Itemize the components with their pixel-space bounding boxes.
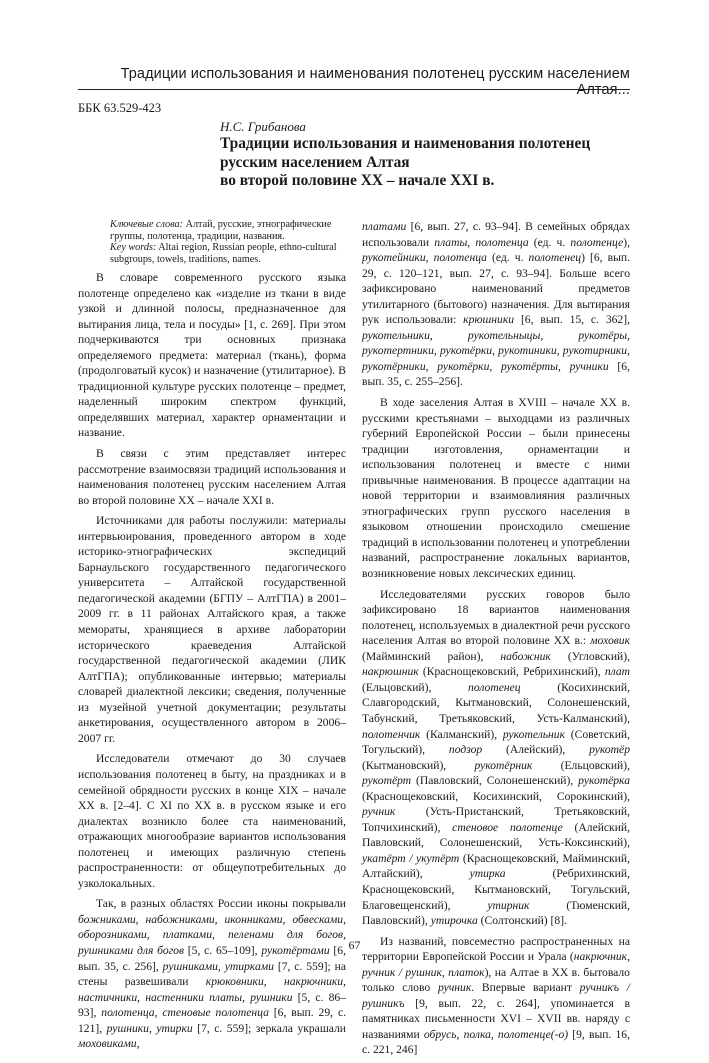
text: (Усть-Пристанский, Третьяковский, Топчихинский),: [362, 805, 630, 834]
text: (Алейский, Павловский, Солонешенский, Усть-Коксинский),: [362, 820, 630, 850]
term: божниками, набожниками, иконниками, обвесками, оборозниками, платками, пеленами для богов, рушниками для богов: [78, 912, 346, 957]
keywords-ru-label: Ключевые слова:: [110, 219, 184, 230]
term: ручник: [362, 805, 396, 819]
keywords-block: [110, 219, 348, 265]
title-line-1: Традиции использования и наименования полотенец: [220, 135, 591, 152]
text: (Краснощековский, Майминский, Алтайский),: [362, 851, 630, 881]
text: (Тюменский, Павловский),: [362, 898, 631, 928]
text: (Краснощековский, Косихинский, Сорокинский),: [362, 789, 630, 803]
text: (ед. ч.: [486, 251, 529, 265]
udc-code: ББК 63.529-423: [78, 101, 162, 115]
term: утирка: [469, 867, 506, 881]
text: (Советский, Тогульский),: [362, 727, 630, 757]
term: платами: [362, 220, 407, 233]
text: (Алейский),: [482, 743, 590, 757]
right-column: [362, 219, 630, 1063]
keywords-en-label: Key words:: [110, 242, 157, 253]
paragraph: В словаре современного русского языка полотенце определено как «изделие из ткани в виде узкой и длинной полосы, предназначенное для вытирания лица, тела и посуды» [1, с. 269]. При этом подчеркиваются три основных признака определяемого предмета: материал (ткань), форма (продолговатый кусок) и назначение (утилитарное). В традиционной культуре русских полотенце – предмет, наделенный широким спектром функций, определявших материал, характер орнаментации и название.: [78, 271, 346, 440]
term: рукотёртами: [261, 943, 330, 957]
text: (Ельцовский),: [362, 680, 469, 694]
text: [9, вып. 22, с. 264], упоминается в памятниках письменности XVI – XVII вв. наряду с названиями: [362, 996, 630, 1041]
keywords-en-text: Altai region, Russian people, ethno-cultural subgroups, towels, traditions, names.: [110, 242, 337, 265]
text: (Калманский),: [420, 727, 503, 741]
text: [6, вып. 15, с. 362],: [514, 313, 630, 327]
text: (Майминский район),: [362, 649, 501, 663]
term: полотенец: [528, 251, 582, 265]
term: рукотёрт: [362, 774, 412, 788]
text: ),: [623, 235, 630, 249]
paragraph: [362, 587, 630, 929]
text: Из названий, повсеместно распространенных на территории Европейской России и Урала (: [362, 934, 630, 964]
text: Исследователями русских говоров было зафиксировано 18 вариантов наименования полотенец, используемых в диалектной речи русского населения Алтая во второй половине ХХ в.:: [362, 587, 630, 648]
paragraph: [362, 219, 630, 390]
text: [6, вып. 35, с. 255–256].: [362, 359, 630, 389]
text: . Впервые вариант: [471, 981, 580, 995]
term: утирник: [487, 898, 530, 912]
title-line-2: русским населением Алтая: [220, 153, 410, 171]
paragraph: [78, 896, 346, 1051]
text: (Кытмановский),: [362, 758, 475, 772]
term: полотенца, стеновые полотенца: [101, 1006, 269, 1020]
term: моховик: [590, 634, 630, 648]
term: рукотейники, полотенца: [362, 251, 487, 265]
keywords-ru: [110, 219, 348, 242]
text: [7, с. 559]; на стены развешивали: [78, 959, 346, 989]
term: крюшники: [463, 313, 515, 327]
keywords-ru-text: Алтай, русские, этнографические группы, полотенца, традиции, названия.: [110, 219, 332, 242]
running-head: Традиции использования и наименования полотенец русским населением Алтая...: [120, 66, 630, 98]
text: (Ельцовский),: [532, 758, 630, 772]
term: стеновое полотенце: [452, 820, 563, 834]
text: Так, в разных областях России иконы покрывали: [96, 897, 346, 911]
text: [9, вып. 16, с. 221, 246]: [362, 1027, 630, 1057]
term: ручникъ / рушникъ: [362, 981, 630, 1010]
text: (Угловский),: [550, 649, 630, 663]
paragraph: Исследователи отмечают до 30 случаев использования полотенец в быту, на праздниках и в семейной обрядности русских в конце XIX – начале ХХ в. [2–4]. С XI по ХХ в. в русском языке и его диалектах возникло более ста наименований, отражающих многообразие вариантов использования полотенец и имеющих различную степень распространенности: от общеупотребительных до узколокальных.: [78, 752, 346, 890]
text: (ед. ч.: [528, 235, 571, 249]
term: накрючник, ручник / рушник, платок: [362, 950, 630, 979]
article-title: [220, 135, 620, 191]
text: (Ребрихинский, Краснощековский, Кытмановский, Тогульский, Благовещенский),: [362, 867, 630, 912]
text: (Краснощековский, Ребрихинский),: [418, 665, 605, 679]
term: обрусь, полка, полотенце(-о): [423, 1027, 569, 1041]
text: [6, вып. 29, с. 121],: [78, 1006, 346, 1035]
text: [6, вып. 27, с. 93–94]. В семейных обрядах использовали: [362, 220, 630, 249]
term: накрюшник: [362, 665, 419, 679]
header-rule: [78, 89, 630, 90]
term: платы, полотенца: [434, 235, 529, 249]
paragraph: В ходе заселения Алтая в XVIII – начале ХХ в. русскими крестьянами – выходцами из различных губерний Европейской России – были принесены традиции изготовления, орнаментации и использования полотенец и вместе с ними привычные наименования. В процессе адаптации на новой территории и взаимовлияния различных этнографических групп русского населения в языковом отношении происходило смешение традиций в использовании полотенец и употреблении названий, распространение локальных вариантов, возникновение новых лексических единиц.: [362, 396, 630, 581]
term: полотенец: [468, 680, 521, 694]
term: рукотельник: [502, 727, 565, 741]
text: (Солтонский) [8].: [477, 914, 567, 928]
title-line-3: во второй половине ХХ – начале XXI в.: [220, 172, 495, 190]
term: рушники, утирки: [106, 1021, 193, 1035]
term: рушниками, утирками: [162, 959, 274, 973]
term: полотенце: [570, 235, 624, 249]
term: моховиками,: [78, 1037, 140, 1051]
text: ) [6, вып. 29, с. 120–121, вып. 27, с. 93–94]. Больше всего зафиксировано наименований предметов утилитарного (бытового) назначения. Для вытирания рук использовали:: [362, 251, 630, 327]
text: (Косихинский, Славгородский, Кытмановский, Солонешенский, Табунский, Третьяковский, Усть-Калманский),: [362, 680, 630, 725]
text: [7, с. 559]; зеркала украшали: [192, 1021, 346, 1035]
text: [5, с. 65–109],: [183, 943, 262, 957]
text: [6, вып. 35, с. 256],: [78, 943, 346, 973]
term: ручник: [437, 981, 472, 995]
term: крюковники, накрючники, настичники, настенники платы, рушники: [78, 975, 346, 1004]
page-number: 67: [348, 938, 361, 952]
term: подзор: [448, 743, 483, 757]
term: плат: [604, 665, 630, 679]
text: (Павловский, Солонешенский),: [411, 774, 579, 788]
term: рукотёрка: [578, 774, 630, 788]
text: ), на Алтае в ХХ в. бытовало только слово: [362, 965, 630, 995]
term: набожник: [500, 649, 551, 663]
term: утирочка: [430, 914, 478, 928]
term: рукотёрник: [474, 758, 533, 772]
term: полотенчик: [362, 727, 421, 741]
author-name: Н.С. Грибанова: [220, 119, 306, 134]
text: [5, с. 86–93],: [78, 990, 346, 1020]
paragraph: В связи с этим представляет интерес рассмотрение взаимосвязи традиций использования и наименования полотенец русским населением Алтая во второй половине ХХ – начале XXI в.: [78, 447, 346, 507]
term: укатёрт / укутёрт: [362, 851, 460, 865]
term: рукотёр: [589, 743, 630, 757]
term: рукотельники, рукотельныцы, рукотёры, рукотертники, рукотёрки, рукотиники, рукотирники, рукотёрники, рукотёрки, рукотёрты, ручники: [362, 328, 630, 373]
paragraph: Источниками для работы послужили: материалы интервьюирования, проведенного автором в ходе историко-этнографических экспедиций Барнаульского государственного педагогического университета – Алтайской государственной педагогической академии (БГПУ – АлтГПА) в 2001–2009 гг. в 11 районах Алтайского края, а также мемораты, хранящиеся в архиве лаборатории исторического краеведения Алтайской государственной педагогической академии (ЛИК АлтГПА); опубликованные интервью; материалы словарей диалектной лексики; сведения, полученные из музейной учетной документации; результаты анкетирования, осуществленного автором в 2006–2007 гг.: [78, 514, 346, 745]
keywords-en: [110, 242, 348, 265]
